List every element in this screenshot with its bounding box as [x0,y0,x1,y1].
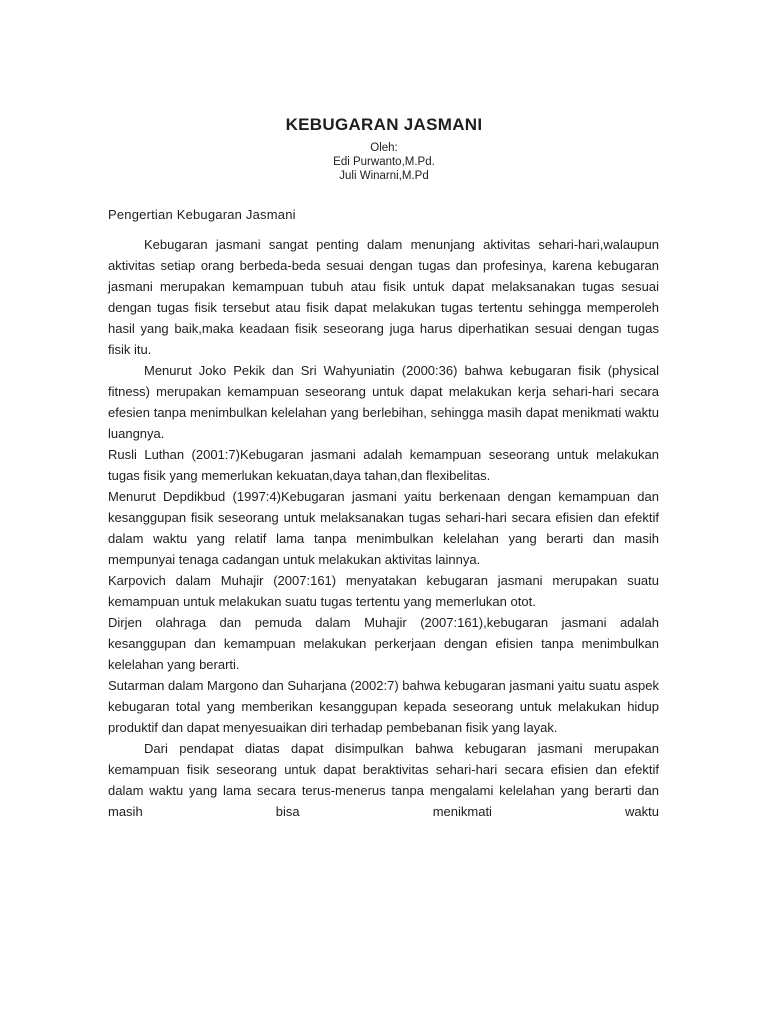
paragraph: Rusli Luthan (2001:7)Kebugaran jasmani adalah kemampuan seseorang untuk melakukan tugas fisik yang memerlukan kekuatan,daya tahan,dan flexibelitas. [108,447,659,483]
paragraph: Menurut Joko Pekik dan Sri Wahyuniatin (2000:36) bahwa kebugaran fisik (physical fitness) merupakan kemampuan seseorang untuk dapat melakukan kerja sehari-hari secara efesien tanpa menimbulkan kelelahan yang berlebihan, sehingga masih dapat menikmati waktu luangnya. [108,363,659,441]
paragraph: Dirjen olahraga dan pemuda dalam Muhajir (2007:161),kebugaran jasmani adalah kesanggupan dan kemampuan melakukan perkerjaan dengan efisien tanpa menimbulkan kelelahan yang berarti. [108,615,659,672]
paragraph: Kebugaran jasmani sangat penting dalam menunjang aktivitas sehari-hari,walaupun aktivitas setiap orang berbeda-beda sesuai dengan tugas dan profesinya, karena kebugaran jasmani merupakan kemampuan tubuh atau fisik untuk dapat melaksanakan tugas sesuai dengan tugas fisik tersebut atau fisik dapat melakukan tugas tertentu sehingga memperoleh hasil yang baik,maka keadaan fisik seseorang juga harus diperhatikan sesuai dengan tugas fisik itu. [108,237,659,357]
body-text [108,234,659,822]
byline-author-2: Juli Winarni,M.Pd [339,170,429,182]
paragraph: Karpovich dalam Muhajir (2007:161) menyatakan kebugaran jasmani merupakan suatu kemampuan untuk melakukan suatu tugas tertentu yang memerlukan otot. [108,573,659,609]
byline-author-1: Edi Purwanto,M.Pd. [333,156,435,168]
byline-label: Oleh: [370,142,398,154]
section-heading: Pengertian Kebugaran Jasmani [108,207,296,222]
paragraph: Menurut Depdikbud (1997:4)Kebugaran jasmani yaitu berkenaan dengan kemampuan dan kesanggupan fisik seseorang untuk melaksanakan tugas sehari-hari secara efisien dan efektif dalam waktu yang relatif lama tanpa menimbulkan kelelahan yang berarti dan masih mempunyai tenaga cadangan untuk melakukan aktivitas lainnya. [108,489,659,567]
byline [0,141,768,183]
document-title: KEBUGARAN JASMANI [285,115,483,134]
paragraph: Dari pendapat diatas dapat disimpulkan bahwa kebugaran jasmani merupakan kemampuan fisik seseorang untuk dapat beraktivitas sehari-hari secara efisien dan efektif dalam waktu yang lama secara terus-menerus tanpa mengalami kelelahan yang berarti dan masih bisa menikmati waktu [108,741,659,819]
paragraph: Sutarman dalam Margono dan Suharjana (2002:7) bahwa kebugaran jasmani yaitu suatu aspek kebugaran total yang memberikan kesanggupan kepada seseorang untuk melakukan hidup produktif dan dapat menyesuaikan diri terhadap pembebanan fisik yang layak. [108,678,659,735]
